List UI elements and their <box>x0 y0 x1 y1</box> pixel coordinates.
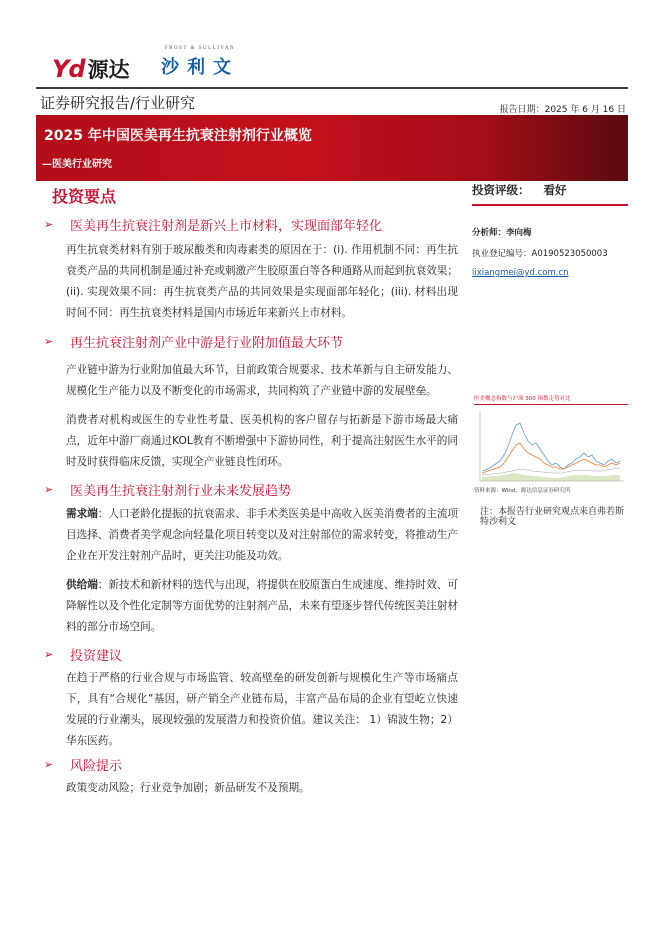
paragraph <box>66 360 458 402</box>
rating-value: 看好 <box>543 183 567 197</box>
sidebar <box>472 182 628 278</box>
arrow-right-icon: ➢ <box>44 482 54 496</box>
paragraph-lead: 供给端 <box>66 579 98 591</box>
header-divider <box>36 87 628 89</box>
paragraph-text: 再生抗衰类材料有别于玻尿酸类和肉毒素类的原因在于：(i). 作用机制不同：再生抗衰类产品的共同机制是通过补充或刺激产生胶原蛋白等各种通路从而起到抗衰效果；(ii). 实现效果不同：再生抗衰类产品的共同效果是实现面部年轻化；(iii). 材料出现时间不同：再生抗衰类材料是国内市场近年来新兴上市材料。 <box>66 244 458 319</box>
analyst-name: 分析师：李向梅 <box>472 228 532 238</box>
paragraph-text: 在趋于严格的行业合规与市场监管、较高壁垒的研发创新与规模化生产等市场痛点下，具有“合规化”基因，研产销全产业链布局，丰富产品布局的企业有望屹立快速发展的行业潮头，展现较强的发展潜力和投资价值。建议关注： 1）锦波生物；2）华东医药。 <box>66 672 458 747</box>
section-heading <box>44 754 458 774</box>
partner-logo <box>150 46 250 79</box>
investment-rating <box>472 182 628 198</box>
logo-mark: Yd <box>52 55 85 83</box>
paragraph-text: ：人口老龄化提振的抗衰需求、非手术类医美是中高收入医美消费者的主流项目选择、消费者美学观念向轻量化项目转变以及对注射部位的需求转变，将推动生产企业在开发注射剂产品时，更关注功能及功效。 <box>66 508 459 562</box>
company-logo <box>52 52 130 86</box>
report-category: 证券研究报告/行业研究 <box>40 94 196 112</box>
partner-logo-cn: 沙利文 <box>161 57 239 78</box>
section-heading-text: 投资建议 <box>70 648 123 664</box>
section-heading-text: 医美再生抗衰注射剂行业未来发展趋势 <box>70 483 292 499</box>
arrow-right-icon: ➢ <box>44 217 54 231</box>
section-heading <box>44 331 458 351</box>
section-heading <box>44 214 458 234</box>
series-line-3 <box>482 468 620 475</box>
research-note: 注：本报告行业研究观点来自弗若斯特沙利文 <box>480 507 625 527</box>
rating-label: 投资评级： <box>472 183 530 197</box>
section-heading-text: 医美再生抗衰注射剂是新兴上市材料，实现面部年轻化 <box>70 218 383 234</box>
chart-plot <box>474 405 628 489</box>
paragraph <box>66 575 458 638</box>
arrow-right-icon: ➢ <box>44 334 54 348</box>
chart-title: 医美概念指数与沪深 300 指数走势对比 <box>474 396 571 402</box>
series-area <box>482 473 620 481</box>
license-number: 执业登记编号：A0190523050003 <box>472 249 608 259</box>
paragraph-lead: 需求端 <box>66 508 98 520</box>
index-trend-chart <box>474 394 628 492</box>
paragraph <box>66 778 458 799</box>
rating-divider <box>472 204 628 206</box>
report-date: 报告日期：2025 年 6 月 16 日 <box>499 105 626 115</box>
section-heading-text: 再生抗衰注射剂产业中游是行业附加值最大环节 <box>70 335 344 351</box>
report-subtitle: —医美行业研究 <box>42 159 112 170</box>
analyst-email-link[interactable]: lixiangmei@yd.com.cn <box>472 268 569 278</box>
partner-logo-en: FROST & SULLIVAN <box>164 46 236 51</box>
paragraph-text: 政策变动风险；行业竞争加剧；新品研发不及预期。 <box>66 782 310 794</box>
logo-name: 源达 <box>87 58 130 82</box>
arrow-right-icon: ➢ <box>44 647 54 661</box>
section-heading-text: 风险提示 <box>70 758 123 774</box>
paragraph-text: 消费者对机构或医生的专业性考量、医美机构的客户留存与拓新是下游市场最大痛点，近年中游厂商通过KOL教育不断增强中下游协同性，利于提高注射医生水平的同时及时获得临床反馈，实现全产业链良性闭环。 <box>66 414 458 468</box>
arrow-right-icon: ➢ <box>44 757 54 771</box>
paragraph <box>66 410 458 473</box>
section-heading <box>44 644 458 664</box>
paragraph-text: 产业链中游为行业附加值最大环节，目前政策合规要求、技术革新与自主研发能力、规模化生产能力以及不断变化的市场需求，共同构筑了产业链中游的发展壁垒。 <box>66 364 458 397</box>
paragraph <box>66 668 458 752</box>
chart-source: 资料来源：Wind，源达信息证券研究所 <box>474 488 571 494</box>
section-heading <box>44 479 458 499</box>
paragraph <box>66 504 458 567</box>
series-line-2 <box>482 443 620 473</box>
main-content <box>44 214 458 799</box>
title-banner <box>36 115 628 181</box>
paragraph <box>66 240 458 324</box>
report-title: 2025 年中国医美再生抗衰注射剂行业概览 <box>44 128 312 144</box>
paragraph-text: ：新技术和新材料的迭代与出现，将提供在胶原蛋白生成速度、维持时效、可降解性以及个性化定制等方面优势的注射剂产品，未来有望逐步替代传统医美注射材料的部分市场空间。 <box>66 579 459 633</box>
key-points-title: 投资要点 <box>52 187 117 206</box>
